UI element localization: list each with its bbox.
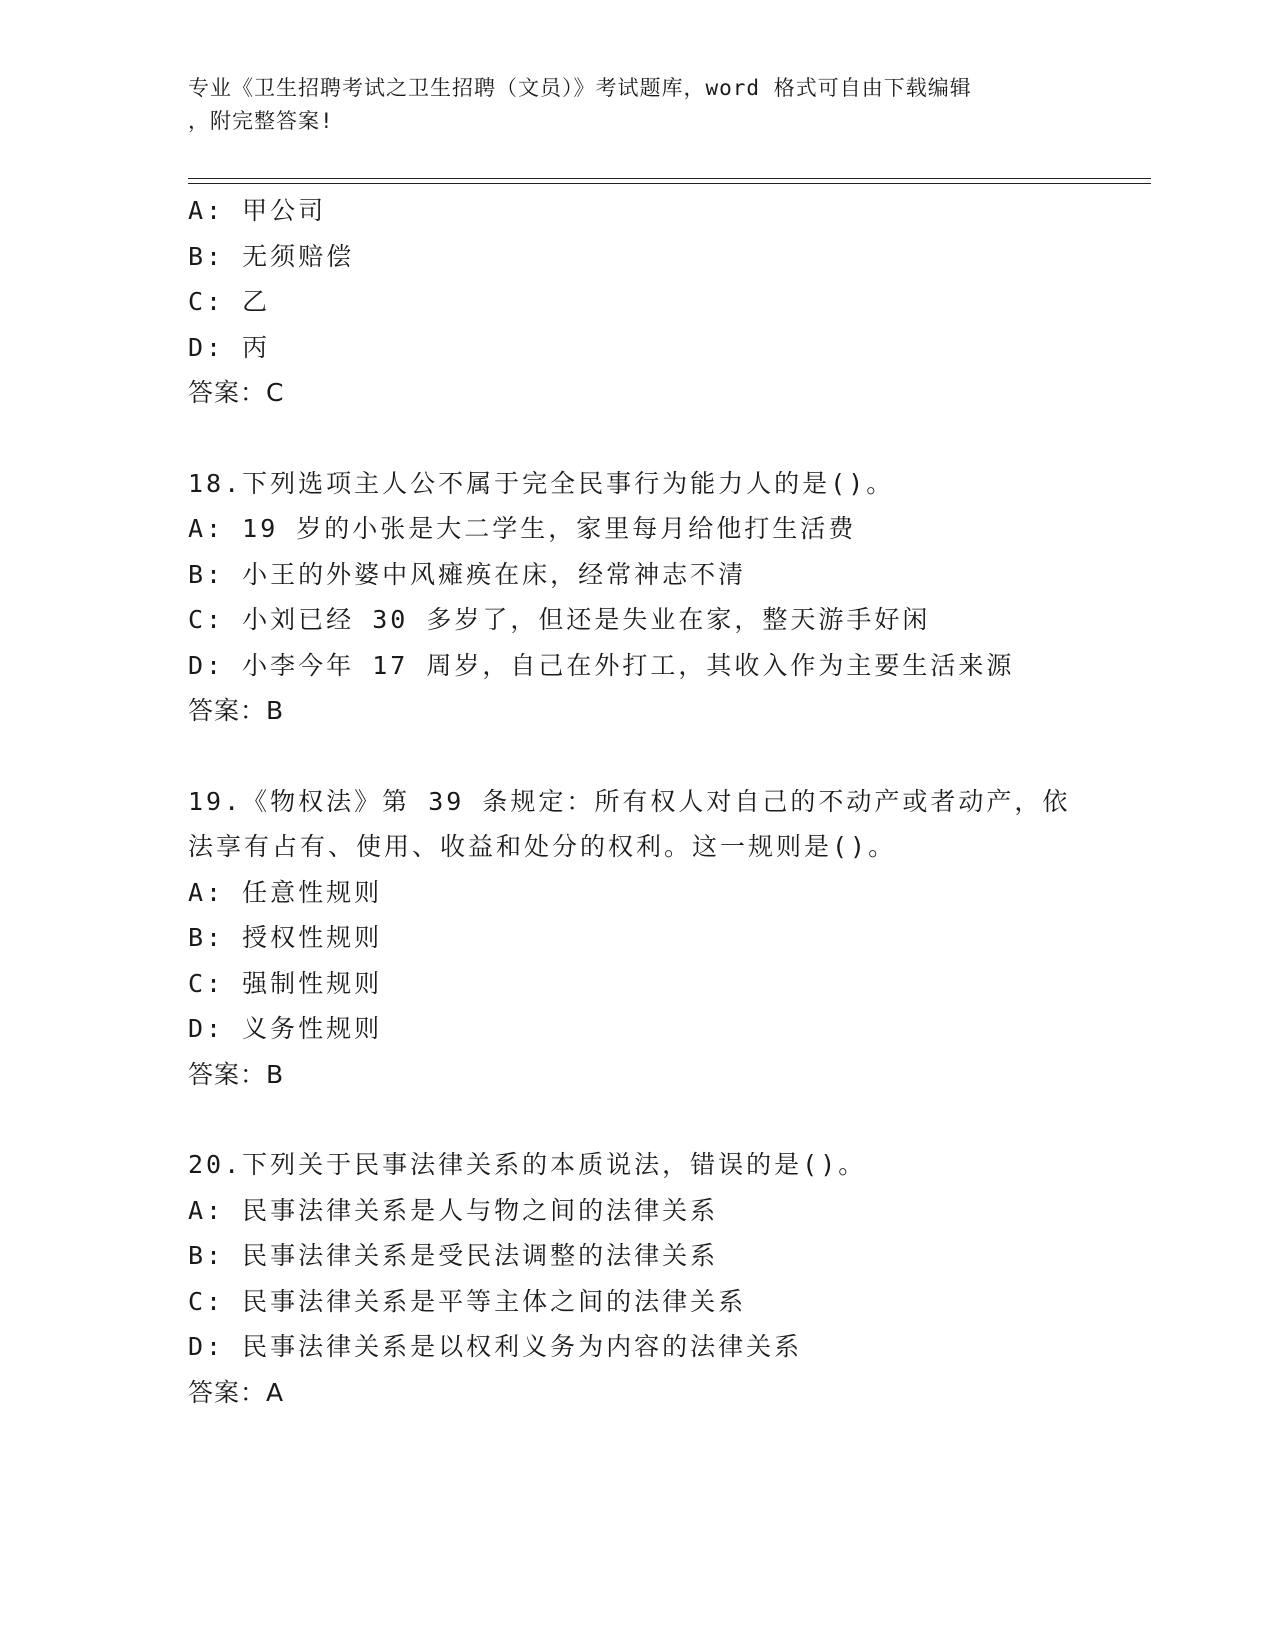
spacer	[188, 416, 1088, 461]
question-17	[188, 188, 1088, 416]
option-b: B: 小王的外婆中风瘫痪在床，经常神志不清	[188, 559, 747, 589]
question-list	[188, 188, 1088, 1415]
option-b: B: 民事法律关系是受民法调整的法律关系	[188, 1241, 719, 1270]
answer: 答案：B	[188, 696, 285, 725]
option-d: D: 民事法律关系是以权利义务为内容的法律关系	[188, 1332, 803, 1361]
option-a: A: 任意性规则	[188, 877, 383, 907]
option-c: C: 民事法律关系是平等主体之间的法律关系	[188, 1286, 747, 1316]
header-divider-bottom	[188, 183, 1151, 184]
option-b: B: 授权性规则	[188, 923, 383, 952]
question-text-line-2: 法享有占有、使用、收益和处分的权利。这一规则是()。	[188, 832, 897, 861]
spacer	[188, 1097, 1088, 1142]
option-a: A: 民事法律关系是人与物之间的法律关系	[188, 1195, 719, 1225]
option-a: A: 19 岁的小张是大二学生，家里每月给他打生活费	[188, 514, 857, 543]
option-c: C: 强制性规则	[188, 968, 383, 998]
option-a: A: 甲公司	[188, 196, 327, 225]
option-c: C: 小刘已经 30 多岁了，但还是失业在家，整天游手好闲	[188, 605, 931, 634]
question-19	[188, 779, 1088, 1098]
answer: 答案：B	[188, 1059, 285, 1089]
option-d: D: 丙	[188, 332, 271, 362]
question-20	[188, 1142, 1088, 1415]
question-text: 20.下列关于民事法律关系的本质说法，错误的是()。	[188, 1150, 867, 1179]
option-d: D: 小李今年 17 周岁，自己在外打工，其收入作为主要生活来源	[188, 650, 1015, 680]
header-divider-top	[188, 178, 1151, 179]
question-text-line-1: 19.《物权法》第 39 条规定：所有权人对自己的不动产或者动产，依	[188, 786, 1071, 816]
option-b: B: 无须赔偿	[188, 241, 355, 271]
document-header	[188, 72, 1088, 138]
option-c: C: 乙	[188, 287, 271, 316]
option-d: D: 义务性规则	[188, 1014, 383, 1043]
answer: 答案：C	[188, 378, 285, 407]
header-line-1: 专业《卫生招聘考试之卫生招聘（文员）》考试题库，word 格式可自由下载编辑	[188, 76, 972, 100]
answer: 答案：A	[188, 1377, 285, 1407]
header-line-2: ，附完整答案!	[188, 109, 334, 133]
spacer	[188, 734, 1088, 779]
question-18	[188, 461, 1088, 734]
question-text: 18.下列选项主人公不属于完全民事行为能力人的是()。	[188, 468, 895, 498]
